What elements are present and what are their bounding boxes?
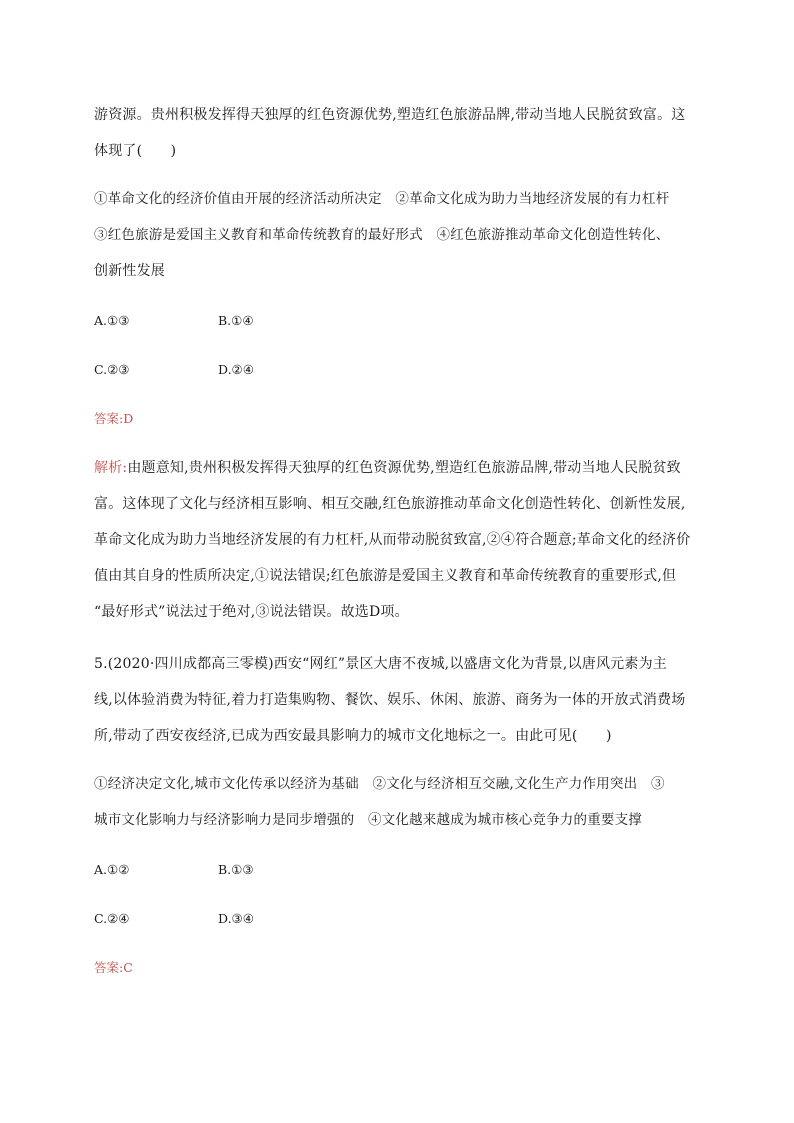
q5-option-b: B.①③ bbox=[218, 862, 254, 877]
q5-choice-line-1: ①经济决定文化,城市文化传承以经济为基础 ②文化与经济相互交融,文化生产力作用突出 ③ bbox=[94, 776, 665, 792]
q4-analysis-line-2: 富。这体现了文化与经济相互影响、相互交融,红色旅游推动革命文化创造性转化、创新性发展, bbox=[94, 496, 686, 512]
q4-analysis-line-4: 值由其自身的性质所决定,①说法错误;红色旅游是爱国主义教育和革命传统教育的重要形式,但 bbox=[94, 568, 677, 584]
q4-choice-line-3: 创新性发展 bbox=[94, 263, 165, 279]
q5-stem-line-3: 所,带动了西安夜经济,已成为西安最具影响力的城市文化地标之一。由此可见( ) bbox=[94, 728, 612, 744]
q5-option-a: A.①② bbox=[94, 862, 130, 877]
q4-option-d: D.②④ bbox=[218, 362, 254, 377]
q4-option-b: B.①④ bbox=[218, 313, 254, 328]
q5-answer: 答案:C bbox=[94, 960, 133, 975]
q5-choice-line-2: 城市文化影响力与经济影响力是同步增强的 ④文化越来越成为城市核心竞争力的重要支撑 bbox=[94, 812, 642, 828]
q5-stem-line-1: 5.(2020·四川成都高三零模)西安“网红”景区大唐不夜城,以盛唐文化为背景,以唐风元素为主 bbox=[94, 656, 667, 672]
q4-analysis-line-1 bbox=[94, 458, 704, 478]
q4-analysis-line-3: 革命文化成为助力当地经济发展的有力杠杆,从而带动脱贫致富,②④符合题意;革命文化的经济价 bbox=[94, 532, 691, 548]
q4-option-a: A.①③ bbox=[94, 313, 130, 328]
q4-answer: 答案:D bbox=[94, 411, 134, 426]
q4-stem-line-1: 游资源。贵州积极发挥得天独厚的红色资源优势,塑造红色旅游品牌,带动当地人民脱贫致富。这 bbox=[94, 107, 686, 123]
q4-analysis-label: 解析: bbox=[94, 460, 128, 476]
q4-choice-line-2: ③红色旅游是爱国主义教育和革命传统教育的最好形式 ④红色旅游推动革命文化创造性转化、 bbox=[94, 227, 670, 243]
q5-option-c: C.②④ bbox=[94, 911, 130, 926]
q5-option-d: D.③④ bbox=[218, 911, 254, 926]
q4-stem-line-2: 体现了( ) bbox=[94, 143, 177, 159]
q4-option-c: C.②③ bbox=[94, 362, 130, 377]
q4-choice-line-1: ①革命文化的经济价值由开展的经济活动所决定 ②革命文化成为助力当地经济发展的有力杠杆 bbox=[94, 191, 670, 207]
q4-analysis-text-1: 由题意知,贵州积极发挥得天独厚的红色资源优势,塑造红色旅游品牌,带动当地人民脱贫致 bbox=[127, 460, 681, 476]
q4-analysis-line-5: “最好形式”说法过于绝对,③说法错误。故选D项。 bbox=[94, 604, 409, 620]
q5-stem-line-2: 线,以体验消费为特征,着力打造集购物、餐饮、娱乐、休闲、旅游、商务为一体的开放式消费场 bbox=[94, 692, 686, 708]
